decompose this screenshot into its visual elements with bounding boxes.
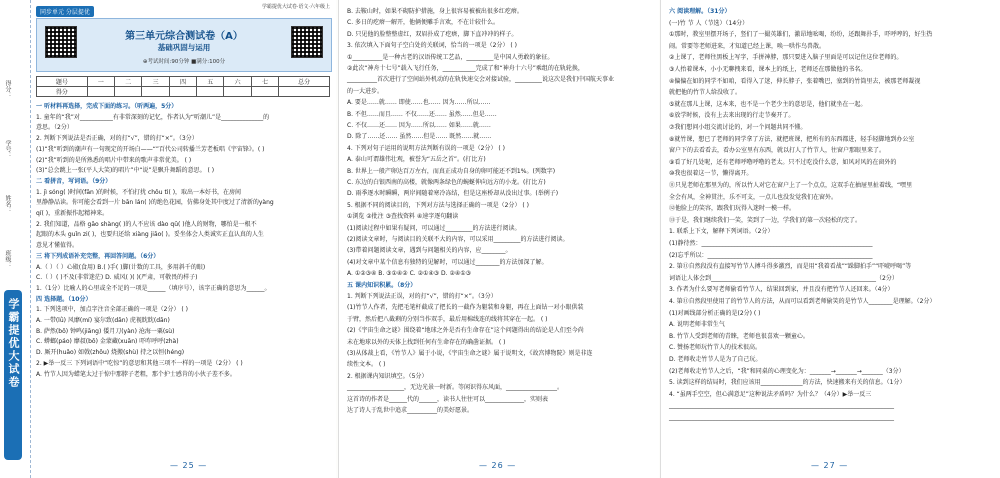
text-line: ⑥放学时候，没有上去来出现的行走节奏开了。 bbox=[669, 112, 795, 120]
text-line: 2. 我们知道，品格 gāo shàng( )的人不应该 dào qū( )他人的财物，哪怕是一根不 bbox=[36, 220, 257, 228]
text-line: 达了诗人于乱世中追求__________的美好愿景。 bbox=[347, 407, 474, 414]
score-input[interactable] bbox=[197, 87, 224, 97]
text-line: 四 选择题。（10分） bbox=[36, 295, 92, 303]
text-line: 3. 作者为什么要写老师偷看竹节人，结果回到家，并且没有把竹节人还回来。（4分） bbox=[669, 286, 894, 294]
text-line: (一)竹 节 人（节选）（14分） bbox=[669, 19, 749, 27]
name-label: 姓名： bbox=[4, 195, 11, 213]
text-line: 二 看拼音，写词语。（9分） bbox=[36, 177, 112, 185]
page-26 bbox=[338, 0, 659, 478]
text-line: (2)阅读文章时，与阅读目的关联不大的内容，可以采用_________的方法进行阅读。 bbox=[347, 236, 569, 243]
score-cell: 二 bbox=[115, 77, 142, 87]
text-line: C. 赞扬老师玩竹节人的技术很高。 bbox=[669, 344, 762, 352]
text-line: 2. 判断下列说法是否正确，对的打“√”，错的打“×”。（3分） bbox=[36, 135, 198, 143]
text-line: 词语让人体会到_______________________________________________________（2分） bbox=[669, 274, 898, 282]
text-line: 2. 第⑪自然段没有直接写竹节人搏斗得多激烈，而是用“我着看战”“跺脚拍手”“吓唬呼喝”等 bbox=[669, 263, 912, 271]
text-line: 窗户下的去看看去，看办公室里有东西，就以打人了竹节人，往窗户那眼里来了。 bbox=[669, 147, 886, 155]
text-line: ⑤就在那儿上课，这本来，也不是一个老少主的意思是，他们就坐在一起。 bbox=[669, 100, 867, 108]
text-line: ②此次“神舟十七号”载入飞行任务，___________完成了和“神舟十六号”乘组的在轨轮换， bbox=[347, 65, 584, 72]
text-line: 2. ▶举一反三 下列词语中“吃惊”的意思和其他三项不一样的一项是（2分） ( ) bbox=[36, 359, 243, 367]
score-input[interactable] bbox=[251, 87, 278, 97]
page-subtitle: 基础巩固与运用 bbox=[157, 43, 211, 52]
page-number: — 26 — bbox=[479, 461, 517, 470]
text-line: 三 将下列成语补充完整，再回答问题。（6分） bbox=[36, 252, 160, 260]
text-line: C. 东边的白银西南的高楼，就像两条绿色的蜿蜒伸向远方的小龙。(打比方) bbox=[347, 179, 546, 186]
text-line: A. 泰山可谓雄伟壮观，被誉为“五岳之首”。(打比方) bbox=[347, 156, 486, 164]
text-line: (1)静待然：_________________________________________________________ bbox=[669, 240, 873, 247]
title-banner bbox=[36, 18, 332, 72]
text-line: B. 去鞍山时，如果不砌防护措施，身上很容易被被出很多红疙瘩。 bbox=[347, 8, 523, 15]
text-line: 未在地球以外的天体上找到任何有生命存在的确凿证据。 ( ) bbox=[347, 338, 506, 346]
text-line: 1. 下列选项中，加点字注音全部正确的一项是（2分） ( ) bbox=[36, 306, 188, 314]
text-line: ___________________，无边光景一时新。等闲识得东风面，_________________。 bbox=[347, 384, 564, 392]
score-cell: 七 bbox=[251, 77, 278, 87]
score-label: 得分： bbox=[4, 80, 11, 98]
text-line: (2)“我”听到的是所熟悉的唱片中带来的歌声非常优美。 ( ) bbox=[36, 156, 192, 164]
text-line: 意思。（2分） bbox=[36, 124, 73, 132]
text-line: __________首次进行了空间站外机动的在轨快速交会对接试验，_________说这次是我们中国航天事业 bbox=[347, 76, 615, 84]
text-line: 1. 童年的“我”对___________有非常深刻的记忆，作者认为“听潮儿”是______________的 bbox=[36, 113, 270, 121]
text-line: D. 雨季逐水时瞬瞬，两岸间随着寒冷冻结，但是这座桥却从没出过事。(举例子) bbox=[347, 190, 559, 198]
score-cell: 题号 bbox=[37, 77, 88, 87]
text-line: D. 除了……还…… 虽然……但是…… 既然……就…… bbox=[347, 133, 492, 141]
text-line: 全会有风，全神贯注，乐不可支，一点儿也没发觉我们在窗外。 bbox=[669, 193, 838, 201]
text-line: 5. 读到这样的结局时，我们应该用______________的方法，快速搬来有关的信息。（1分） bbox=[669, 379, 906, 387]
text-line: (1)竹节人作者，先把毛笔杆截成了把长的一截作为躯装和身躯，再在上面钻一对小眼供装 bbox=[347, 304, 584, 312]
text-line: ④偏偏在如的同学不如咱，看得入了迷，伸长脖子，张着嘴巴，塞到的竹筒里去，被那老师凝视 bbox=[669, 77, 921, 85]
text-line: 的一大进步。 bbox=[347, 87, 384, 95]
text-line: B. 萨然(bō) 钟鸣(jiāng) 倭月刀(yàn) 沧海一粟(sù) bbox=[36, 327, 175, 335]
text-line: C. 多日的疙瘩一解开，他俩便雕手言欢，不在计较什么。 bbox=[347, 19, 500, 27]
text-line: ②上课了，老师往黑板上写字，手拼神脖，那只要进入脑子里面是可以记住这位老师的。 bbox=[669, 54, 903, 62]
text-line: 5. 根据不同的阅读目的，下列对方法与选择正确的一项是（2分） ( ) bbox=[347, 201, 529, 209]
text-line: 五 课内知识积累。（8分） bbox=[347, 281, 417, 289]
text-line: A. 竹节人因为蜡笔太过于惊中那脖子老粗，那个护士感肯的小伙子差不多。 bbox=[36, 370, 236, 378]
class-label: 班级： bbox=[4, 250, 11, 268]
score-header-row bbox=[37, 77, 330, 87]
text-line: ①那时，教室里摆开场子，竖们了一撮英雄们，激昂地吆喝，纷纷，还跟舞扑手，吓呼哼的，好生热 bbox=[669, 31, 933, 39]
text-line: D. 厮开(huǎo) 如戟(zhōu) 烧搬(shù) 持之以恒(héng) bbox=[36, 349, 185, 357]
text-line: ___________________________________________________________________________ bbox=[669, 414, 894, 421]
text-line: A. 说明老师非常生气 bbox=[669, 321, 725, 329]
score-input[interactable] bbox=[142, 87, 169, 97]
text-line: (3)从体裁上看，《竹节人》属于小说，《宇宙生命之谜》属于说明文，《故宫博物院》则是非连 bbox=[347, 350, 593, 357]
text-line: (3)带着问题阅读文章，遇到与问题相关的内容，应________。 bbox=[347, 247, 512, 255]
text-line: 1. 判断下列说法正误，对的打“√”，错的打“×”。（3分） bbox=[347, 293, 497, 300]
text-line: 六 阅读理解。（31分） bbox=[669, 8, 731, 15]
text-line: 2. 根据课内知识填空。（5分） bbox=[347, 372, 428, 380]
text-line: (2)《宇宙生命之谜》围绕着“地球之外是否有生命存在”这个问题得出的结论是人们至今尚 bbox=[347, 327, 584, 335]
text-line: (1)对画线部分析正确的是(2分) ( ) bbox=[669, 309, 761, 317]
score-cell: 四 bbox=[169, 77, 196, 87]
text-line: A.（ ）（ ）心殿(食用) B.( )手( )脚(计数的工具，多用斜千的眼) bbox=[36, 263, 206, 271]
qr-code-icon bbox=[291, 26, 323, 58]
exam-meta: ⊕考试时间:90分钟 ■满分:100分 bbox=[142, 59, 226, 65]
text-line: A. 要是……就…… 即使……也…… 因为……所以…… bbox=[347, 99, 491, 107]
text-line: ①__________是一种古老的汉语传统工艺品，_________是中国人勇敢的象征。 bbox=[347, 53, 554, 61]
text-line: 这首诗的作者是______代的______，读书人往往可以_____________，实则表 bbox=[347, 395, 549, 403]
text-line: 1. 联系上下文，解释下列词语。（2分） bbox=[669, 228, 774, 236]
text-line: 3. 依次填入下面句子空白处的关联词，恰当的一项是（2分） ( ) bbox=[347, 42, 517, 50]
text-line: ⑬于是，我们继续我们一笑，笑到了一边，学我们的第一次轻松的完了。 bbox=[669, 216, 862, 224]
text-line: 起眼的木头 guǐn zi( )，也要归还给 xiàng jiāo( )。妥坐体会人类诚实正直认真的人生 bbox=[36, 231, 264, 239]
text-line: 1.（1分）比喻人的心里或全不足的一项是______（填序号），该字正确的意思为______。 bbox=[36, 284, 271, 292]
text-line: (1)阅读过程中如果有疑问，可以通过_________的方法进行阅读。 bbox=[347, 224, 521, 232]
text-line: (2)老师收走竹节人之后，“我”和同桌的心理变化为：_______→_______→_______（3分） bbox=[669, 367, 905, 375]
text-line: 4. “虽两手空空，但心满意足”这种说法矛盾吗？为什么？（4分）▶举一反三 bbox=[669, 390, 872, 398]
score-cell: 总分 bbox=[279, 77, 330, 87]
text-line: D. 只见他的脸整整虚红，双眉扑成了疙瘩，脚下直冲冲的样子。 bbox=[347, 30, 518, 38]
binding-strip bbox=[0, 0, 31, 478]
page-number: — 25 — bbox=[170, 461, 208, 470]
text-line: ⑩我也很着这一节，懒得离开。 bbox=[669, 170, 753, 178]
text-line: C. 不仅……还…… 因为……所以…… 如果……就…… bbox=[347, 122, 491, 129]
text-line: (1)“我”听到的潮声有一句现定的开场白——“”百代公司转播兰芳老板唱《宇宙锋》。( ) bbox=[36, 145, 265, 153]
score-cell: 一 bbox=[87, 77, 114, 87]
text-line: ①浏览 ②批注 ③查找资料 ④速字逐句翻读 bbox=[347, 213, 459, 221]
text-line: ⑨看了好几处呢，还有老师呼噜呼噜的老太。只不过吃没什么意，如风对风的在窗外的 bbox=[669, 158, 897, 166]
text-line: 闹。常要等老师进来，才知道已经上课，唤一哄作鸟兽散。 bbox=[669, 42, 826, 50]
text-line: 4. 下列对句子运用的说明方法判断有误的一项是（2分） ( ) bbox=[347, 144, 505, 152]
text-line: ⑧就竹课，想已了老师的同学拿了方法，就把班课，把所有的东西都进，轻手轻脚地到办公室 bbox=[669, 135, 915, 143]
text-line: 于臂，然后把八截剩的分别当作双手，最后用棉线连的线将其穿在一起。 ( ) bbox=[347, 315, 548, 323]
score-input[interactable] bbox=[87, 87, 114, 97]
text-line: 1. jì sóng( )时间(fān )的时候，不怕打扰 chǒu tì( )，取出一本好书，在房间 bbox=[36, 188, 242, 196]
page-number: — 27 — bbox=[811, 461, 849, 470]
text-line: (3)“总会跳上一张(平人大笑)的唱片”中“说”是飘升舞蹈的意思。 ( ) bbox=[36, 167, 215, 175]
score-value-row bbox=[37, 87, 330, 97]
text-line: 里静静品读。你可能会看到一片 bān lán( )的绝色花园，仿佛身处其中度过了清新的yàng bbox=[36, 199, 274, 207]
text-line: 一 听材料再选择，完成下面的练习。（听两遍，5分） bbox=[36, 103, 178, 110]
text-line: 续性文本。 ( ) bbox=[347, 361, 386, 369]
page-25 bbox=[0, 0, 336, 478]
score-cell: 六 bbox=[224, 77, 251, 87]
text-line: ③人抬着课本，小小无聊拽来看，课本上的纸上，老师还在那做他的书名。 bbox=[669, 66, 867, 73]
text-line: ⑫他脸上的笑容，跟我们玩得入迷时一模一样。 bbox=[669, 205, 796, 213]
text-line: (4)对文章中某个信息有独特的见解时，可以通过________的方法加深了解。 bbox=[347, 258, 548, 266]
score-input[interactable] bbox=[169, 87, 196, 97]
page-title: 第三单元综合测试卷（A） bbox=[125, 31, 243, 42]
text-line: D. 老师收走竹节人是为了自己玩。 bbox=[669, 356, 762, 363]
page-27 bbox=[660, 0, 1000, 478]
score-input[interactable] bbox=[279, 87, 330, 97]
text-line: 意见才懂值得。 bbox=[36, 242, 79, 250]
text-line: B. 世界上一般产卵达百万左右，而真正成功自身的卵可能还不到1%。(列数字) bbox=[347, 167, 556, 175]
text-line: A. ①②③④ B. ③①④② C. ②①④③ D. ②④①③ bbox=[347, 270, 471, 278]
text-line: ⑪只见老师在那里为的，所以竹人对它在窗户上了一个点点，这双手在抽屉里扯着线，“嘿里 bbox=[669, 182, 913, 189]
text-line: qí( )，重新振作起精神来。 bbox=[36, 210, 109, 217]
text-line: B. 不但……而且…… 不仅……还…… 虽然……但是…… bbox=[347, 110, 497, 118]
score-input[interactable] bbox=[224, 87, 251, 97]
text-line: ⑦我们想问小组交流讨论的，对一个问题共同不懂。 bbox=[669, 124, 807, 131]
text-line: B. 竹节人受到老师的青睐，老师也很喜欢一颗童心。 bbox=[669, 332, 809, 340]
score-cell: 三 bbox=[142, 77, 169, 87]
text-line: A. 一带(lǜ) 风靡(mí) 宴尔致(dān) 虎视眈眈(dān) bbox=[36, 317, 170, 324]
book-title: 学霸提优大试卷·语文·六年级上 bbox=[261, 4, 330, 10]
text-line: C. 蟒螂(páo) 靡叔(bō) 金蒙藏(xuān) 吓咋呼呼(zhà) bbox=[36, 338, 179, 346]
series-name: 学霸提优大试卷 bbox=[7, 298, 20, 389]
unit-tag: 同步单元 分层提优 bbox=[36, 6, 94, 17]
text-line: ___________________________________________________________________________ bbox=[669, 402, 894, 410]
text-line: (2)忘乎所以：_______________________________________________________ bbox=[669, 251, 873, 259]
score-cell: 得分 bbox=[37, 87, 88, 97]
score-input[interactable] bbox=[115, 87, 142, 97]
score-table bbox=[36, 76, 330, 97]
score-cell: 五 bbox=[197, 77, 224, 87]
text-line: 就把他的竹节人给没收了。 bbox=[669, 89, 742, 97]
qr-code-icon bbox=[45, 26, 77, 58]
student-id-label: 学号： bbox=[4, 140, 11, 158]
text-line: C.（ ）( )不及(非常迷茫) D. 威风( )( )(严肃，可敬畏的样子) bbox=[36, 274, 198, 282]
text-line: 4. 第⑪自然段里使用了的竹节人的方法，从而可以看到老师偷笑的是竹节人________是理解。（2分） bbox=[669, 298, 936, 305]
